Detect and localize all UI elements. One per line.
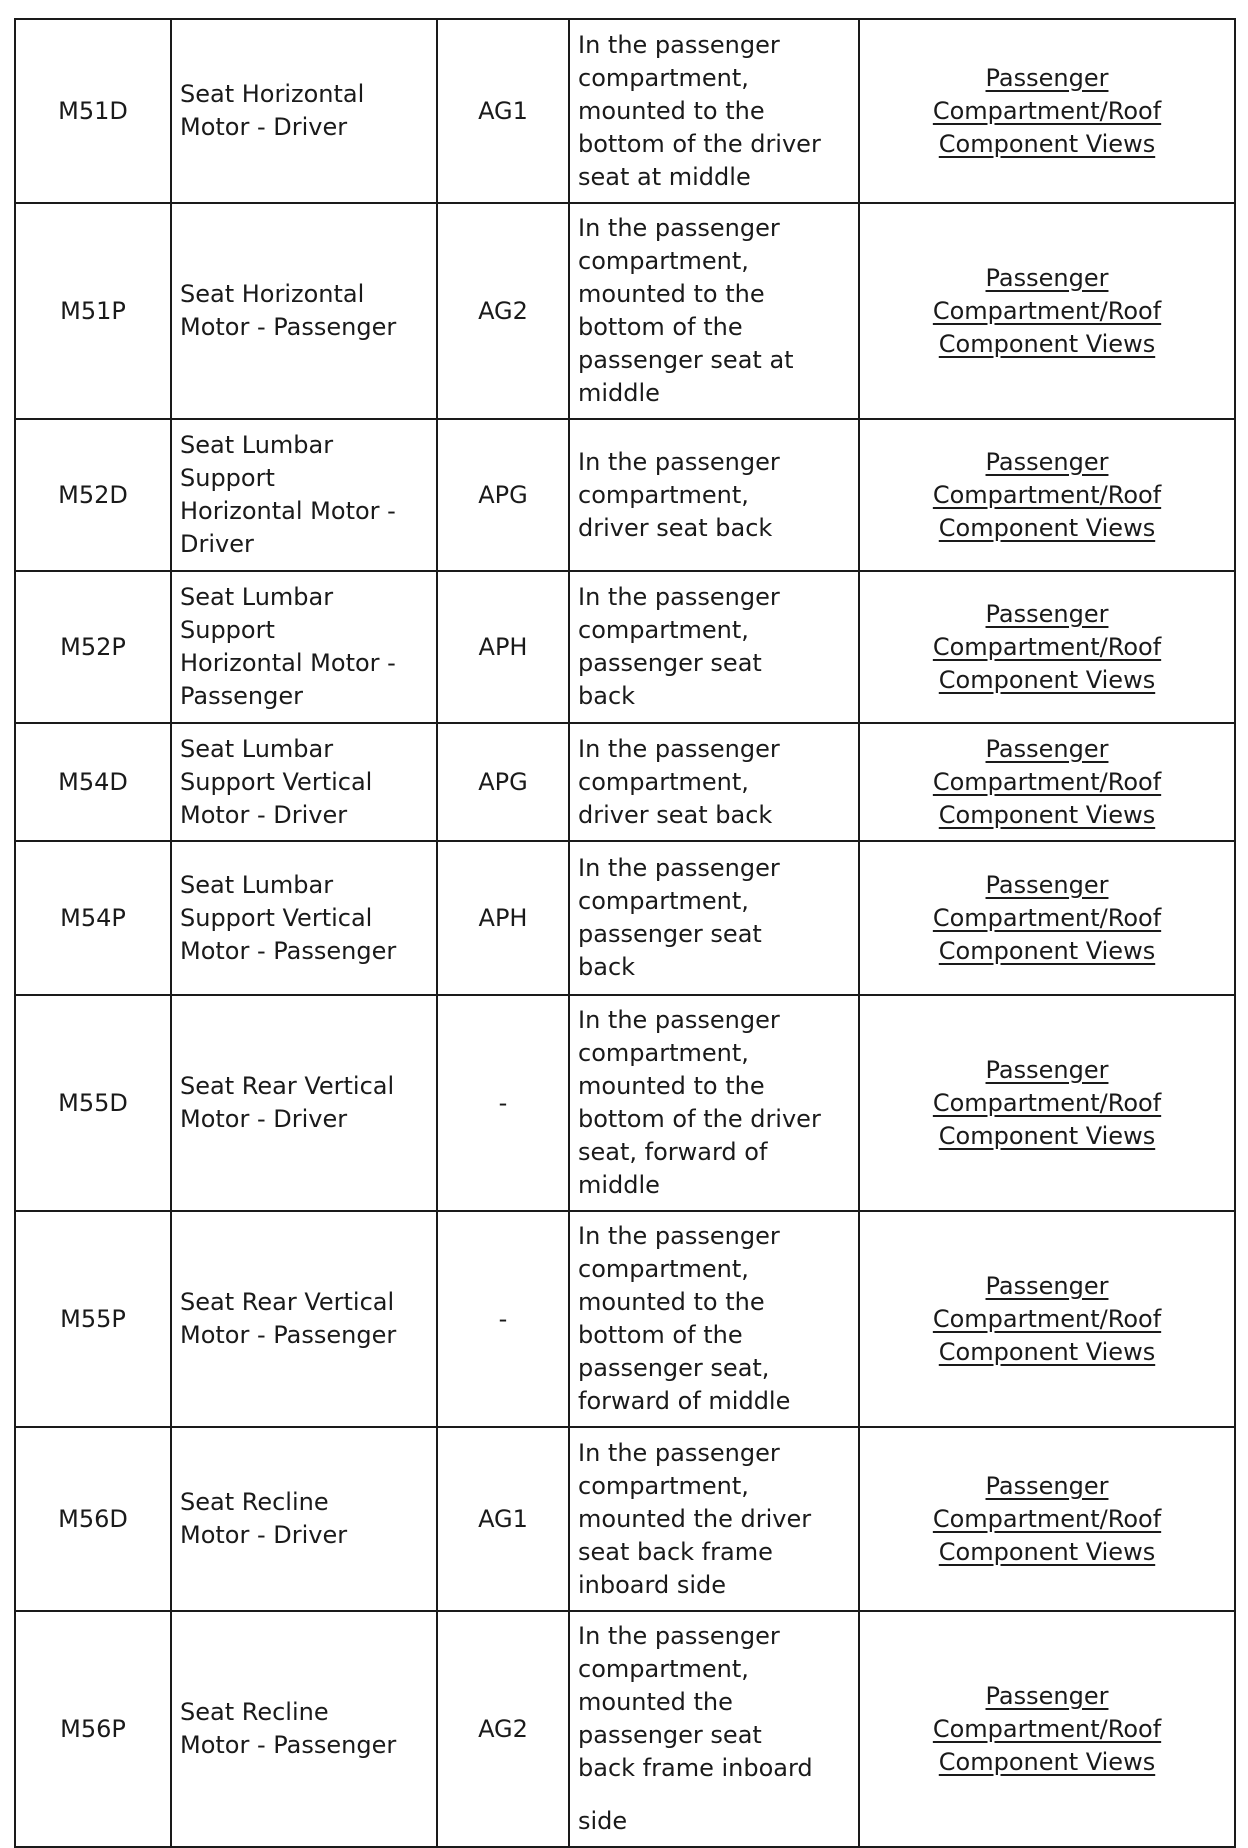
- component-name-cell: Seat Horizontal Motor - Driver: [171, 19, 437, 203]
- location-cell: In the passenger compartment, driver seat back: [569, 419, 859, 571]
- harness-cell: AG1: [437, 19, 569, 203]
- table-row: [15, 723, 1235, 841]
- harness-cell: APG: [437, 723, 569, 841]
- component-name-cell: Seat Recline Motor - Driver: [171, 1427, 437, 1611]
- table-row: [15, 841, 1235, 995]
- component-id-cell: M56D: [15, 1427, 171, 1611]
- location-cell: In the passenger compartment, mounted to the bottom of the driver seat, forward of middle: [569, 995, 859, 1211]
- location-cell: In the passenger compartment, passenger seat back: [569, 841, 859, 995]
- component-views-link[interactable]: Passenger Compartment/Roof Component Views: [932, 63, 1162, 158]
- view-cell: [859, 1427, 1235, 1611]
- component-id-cell: M51P: [15, 203, 171, 419]
- component-name-cell: Seat Lumbar Support Horizontal Motor - Passenger: [171, 571, 437, 723]
- location-cell: In the passenger compartment, mounted to the bottom of the passenger seat at middle: [569, 203, 859, 419]
- component-views-link[interactable]: Passenger Compartment/Roof Component Views: [932, 599, 1162, 694]
- view-cell: [859, 419, 1235, 571]
- location-cell: In the passenger compartment, mounted the passenger seat back frame inboard side: [569, 1611, 859, 1847]
- component-views-link[interactable]: Passenger Compartment/Roof Component Views: [932, 1681, 1162, 1776]
- harness-cell: -: [437, 995, 569, 1211]
- component-id-cell: M52D: [15, 419, 171, 571]
- table-row: [15, 571, 1235, 723]
- component-views-link[interactable]: Passenger Compartment/Roof Component Views: [932, 263, 1162, 358]
- table-row: [15, 1611, 1235, 1847]
- table-row: [15, 419, 1235, 571]
- component-id-cell: M55P: [15, 1211, 171, 1427]
- component-name-cell: Seat Lumbar Support Vertical Motor - Driver: [171, 723, 437, 841]
- view-cell: [859, 19, 1235, 203]
- component-name-cell: Seat Rear Vertical Motor - Passenger: [171, 1211, 437, 1427]
- harness-cell: APH: [437, 571, 569, 723]
- harness-cell: AG2: [437, 1611, 569, 1847]
- harness-cell: AG2: [437, 203, 569, 419]
- component-views-link[interactable]: Passenger Compartment/Roof Component Views: [932, 870, 1162, 965]
- component-id-cell: M54P: [15, 841, 171, 995]
- harness-cell: AG1: [437, 1427, 569, 1611]
- table-row: [15, 995, 1235, 1211]
- component-id-cell: M54D: [15, 723, 171, 841]
- location-cell: In the passenger compartment, passenger seat back: [569, 571, 859, 723]
- table-row: [15, 1211, 1235, 1427]
- view-cell: [859, 1611, 1235, 1847]
- component-name-cell: Seat Lumbar Support Vertical Motor - Passenger: [171, 841, 437, 995]
- table-row: [15, 1427, 1235, 1611]
- component-views-link[interactable]: Passenger Compartment/Roof Component Views: [932, 447, 1162, 542]
- view-cell: [859, 841, 1235, 995]
- component-id-cell: M51D: [15, 19, 171, 203]
- component-name-cell: Seat Lumbar Support Horizontal Motor - Driver: [171, 419, 437, 571]
- component-views-link[interactable]: Passenger Compartment/Roof Component Views: [932, 734, 1162, 829]
- harness-cell: APG: [437, 419, 569, 571]
- component-name-cell: Seat Horizontal Motor - Passenger: [171, 203, 437, 419]
- location-cell: In the passenger compartment, mounted to the bottom of the driver seat at middle: [569, 19, 859, 203]
- harness-cell: APH: [437, 841, 569, 995]
- location-cell: In the passenger compartment, mounted to the bottom of the passenger seat, forward of middle: [569, 1211, 859, 1427]
- component-id-cell: M52P: [15, 571, 171, 723]
- harness-cell: -: [437, 1211, 569, 1427]
- view-cell: [859, 995, 1235, 1211]
- component-name-cell: Seat Rear Vertical Motor - Driver: [171, 995, 437, 1211]
- component-id-cell: M56P: [15, 1611, 171, 1847]
- view-cell: [859, 571, 1235, 723]
- component-name-cell: Seat Recline Motor - Passenger: [171, 1611, 437, 1847]
- location-cell: In the passenger compartment, driver seat back: [569, 723, 859, 841]
- component-views-link[interactable]: Passenger Compartment/Roof Component Views: [932, 1471, 1162, 1566]
- component-id-cell: M55D: [15, 995, 171, 1211]
- view-cell: [859, 723, 1235, 841]
- table-body: [15, 19, 1235, 1847]
- component-location-table: [14, 18, 1236, 1848]
- table-row: [15, 203, 1235, 419]
- view-cell: [859, 1211, 1235, 1427]
- component-views-link[interactable]: Passenger Compartment/Roof Component Views: [932, 1055, 1162, 1150]
- component-views-link[interactable]: Passenger Compartment/Roof Component Views: [932, 1271, 1162, 1366]
- location-cell: In the passenger compartment, mounted the driver seat back frame inboard side: [569, 1427, 859, 1611]
- view-cell: [859, 203, 1235, 419]
- table-row: [15, 19, 1235, 203]
